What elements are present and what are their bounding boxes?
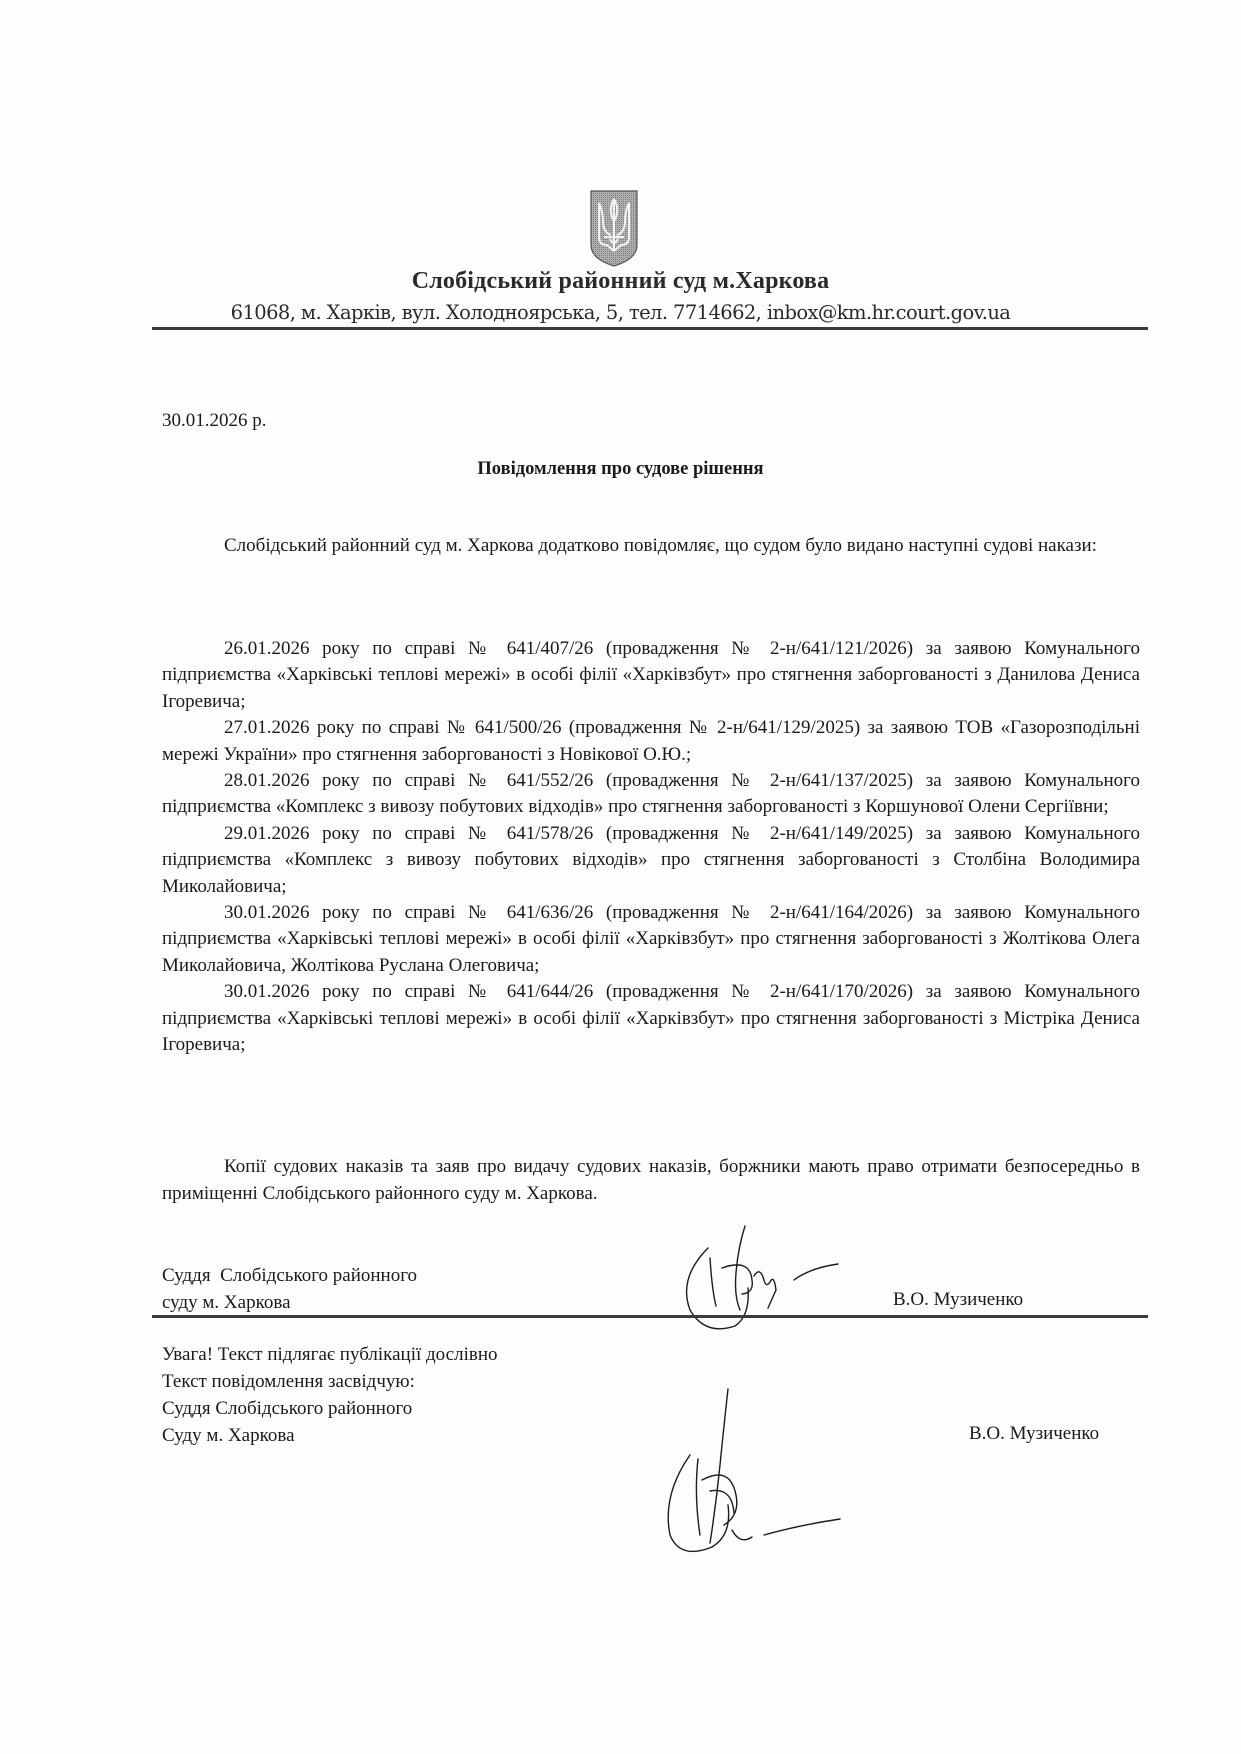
court-order-item: 29.01.2026 року по справі № 641/578/26 (провадження № 2-н/641/149/2025) за заявою Комунального підприємства «Комплекс з вивозу побутових відходів» про стягнення заборгованості з Столбіна Володимира Миколайовича; [162, 822, 1140, 897]
handwritten-signature-icon [640, 1385, 870, 1560]
certification-label: Текст повідомлення засвідчую: [162, 1371, 415, 1392]
certifying-judge-title: Суддя Слобідського районного [162, 1398, 413, 1419]
court-order-item: 28.01.2026 року по справі № 641/552/26 (провадження № 2-н/641/137/2025) за заявою Комунального підприємства «Комплекс з вивозу побутових відходів» про стягнення заборгованості з Коршунової Олени Сергіївни; [162, 770, 1140, 818]
ukraine-coat-of-arms-icon [589, 189, 639, 267]
document-date: 30.01.2026 р. [162, 410, 267, 431]
certification-block [162, 1341, 498, 1449]
certifying-judge-name: В.О. Музиченко [969, 1423, 1100, 1444]
judge-name: В.О. Музиченко [893, 1289, 1024, 1310]
court-order-item: 27.01.2026 року по справі № 641/500/26 (провадження № 2-н/641/129/2025) за заявою ТОВ «Газорозподільні мережі України» про стягнення заборгованості з Новікової О.Ю.; [162, 717, 1140, 765]
judge-title [162, 1262, 417, 1316]
judge-title-line: суду м. Харкова [162, 1292, 291, 1313]
intro-paragraph: Слобідський районний суд м. Харкова додатково повідомляє, що судом було видано наступні судові накази: [224, 535, 1097, 556]
handwritten-signature-icon [650, 1218, 890, 1338]
copies-notice-paragraph: Копії судових наказів та заяв про видачу судових наказів, боржники мають право отримати безпосередньо в приміщенні Слобідського районного суду м. Харкова. [162, 1156, 1140, 1204]
court-orders-list [162, 636, 1140, 1059]
court-order-item: 26.01.2026 року по справі № 641/407/26 (провадження № 2-н/641/121/2026) за заявою Комунального підприємства «Харківські теплові мережі» в особі філії «Харківзбут» про стягнення заборгованості з Данилова Дениса Ігоревича; [162, 638, 1140, 712]
court-order-item: 30.01.2026 року по справі № 641/636/26 (провадження № 2-н/641/164/2026) за заявою Комунального підприємства «Харківські теплові мережі» в особі філії «Харківзбут» про стягнення заборгованості з Жолтікова Олега Миколайовича, Жолтікова Руслана Олеговича; [162, 902, 1140, 976]
court-order-item: 30.01.2026 року по справі № 641/644/26 (провадження № 2-н/641/170/2026) за заявою Комунального підприємства «Харківські теплові мережі» в особі філії «Харківзбут» про стягнення заборгованості з Містріка Дениса Ігоревича; [162, 981, 1140, 1056]
header-divider [152, 327, 1148, 330]
publication-notice: Увага! Текст підлягає публікації дослівно [162, 1344, 498, 1365]
court-name: Слобідський районний суд м.Харкова [411, 268, 830, 294]
court-address: 61068, м. Харків, вул. Холодноярська, 5, тел. 7714662, inbox@km.hr.court.gov.ua [230, 301, 1011, 324]
certifying-judge-court: Суду м. Харкова [162, 1425, 295, 1446]
signature-divider [152, 1315, 1148, 1318]
judge-title-line: Суддя Слобідського районного [162, 1265, 418, 1286]
document-title: Повідомлення про судове рішення [477, 459, 764, 479]
